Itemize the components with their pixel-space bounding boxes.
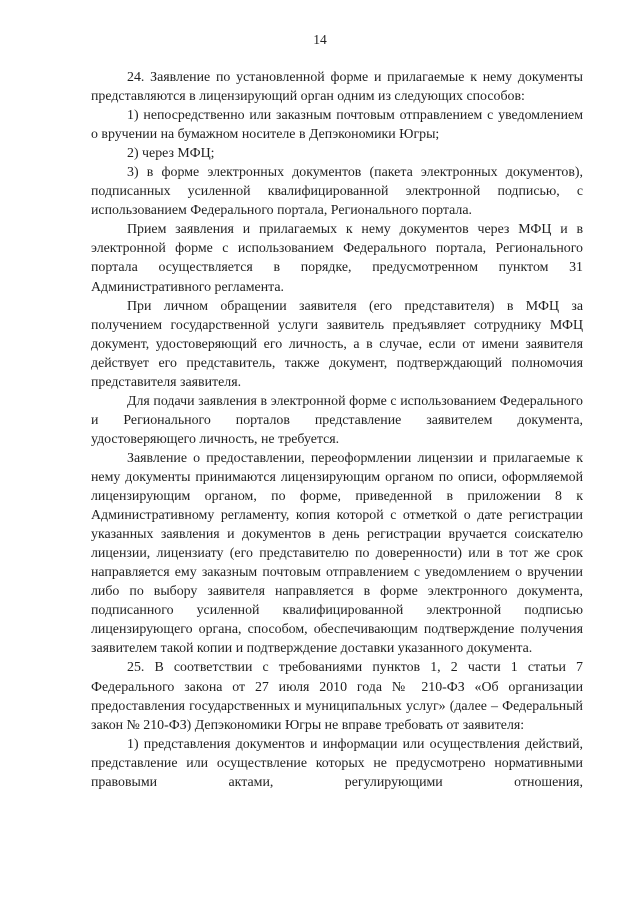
paragraph-item-24: 24. Заявление по установленной форме и прилагаемые к нему документы представляются в лицензирующий орган одним из следующих способов: <box>91 70 583 105</box>
paragraph-electronic-form: Для подачи заявления в электронной форме с использованием Федерального и Регионального порталов представление заявителем документа, удостоверяющего личность, не требуется. <box>91 393 583 447</box>
paragraph-method-1: 1) непосредственно или заказным почтовым отправлением с уведомлением о вручении на бумажном носителе в Депэкономики Югры; <box>91 108 583 143</box>
paragraph-method-3: 3) в форме электронных документов (пакета электронных документов), подписанных усиленной квалифицированной электронной подписью, с использованием Федерального портала, Регионального портала. <box>91 165 583 219</box>
document-body <box>91 68 583 792</box>
paragraph-reception: Прием заявления и прилагаемых к нему документов через МФЦ и в электронной форме с использованием Федерального портала, Регионального портала осуществляется в порядке, предусмотренном пунктом 31 Административного регламента. <box>91 222 583 295</box>
paragraph-item-25: 25. В соответствии с требованиями пунктов 1, 2 части 1 статьи 7 Федерального закона от 27 июля 2010 года № 210-ФЗ «Об организации предоставления государственных и муниципальных услуг» (далее – Федеральный закон № 210-ФЗ) Депэкономики Югры не вправе требовать от заявителя: <box>91 660 583 733</box>
page-number: 14 <box>313 32 327 47</box>
paragraph-method-2: 2) через МФЦ; <box>127 146 215 162</box>
paragraph-requirement-1: 1) представления документов и информации или осуществления действий, представление или осуществление которых не предусмотрено нормативными правовыми актами, регулирующими отношения, <box>91 736 583 790</box>
paragraph-personal-visit: При личном обращении заявителя (его представителя) в МФЦ за получением государственной услуги заявитель предъявляет сотруднику МФЦ документ, удостоверяющий его личность, а в случае, если от имени заявителя действует его представитель, также документ, подтверждающий полномочия представителя заявителя. <box>91 298 583 390</box>
paragraph-inventory: Заявление о предоставлении, переоформлении лицензии и прилагаемые к нему документы принимаются лицензирующим органом по описи, оформляемой лицензирующим органом, по форме, приведенной в приложении 8 к Административному регламенту, копия которой с отметкой о дате регистрации указанных заявления и документов в день регистрации вручается соискателю лицензии, лицензиату (его представителю по доверенности) или в тот же срок направляется ему заказным почтовым отправлением с уведомлением о вручении либо по выбору заявителя направляется в форме электронного документа, подписанного усиленной квалифицированной электронной подписью лицензирующего органа, способом, обеспечивающим подтверждение получения заявителем такой копии и подтверждение доставки указанного документа. <box>91 450 583 657</box>
